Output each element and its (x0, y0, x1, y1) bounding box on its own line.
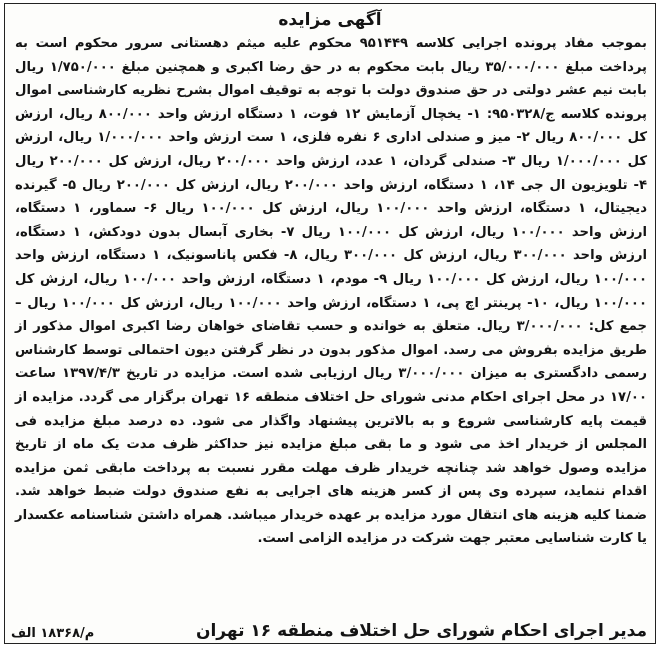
auction-notice (4, 3, 656, 644)
notice-footer (11, 621, 647, 641)
notice-body: بموجب مفاد پرونده اجرایی کلاسه ۹۵۱۴۴۹ محکوم علیه میثم دهستانی سرور محکوم است به پرداخت مبلغ ۳۵/۰۰۰/۰۰۰ ریال بابت محکوم به در حق رضا اکبری و همچنین مبلغ ۱/۷۵۰/۰۰۰ ریال بابت نیم عشر دولتی در حق صندوق دولت با توجه به توقیف اموال بشرح نظریه کارشناسی اموال پرونده کلاسه ج/۹۵۰۳۲۸: ۱- یخچال آزمایش ۱۲ فوت، ۱ دستگاه ارزش واحد ۸۰۰/۰۰۰ ریال، ارزش کل ۸۰۰/۰۰۰ ریال ۲- میز و صندلی اداری ۶ نفره فلزی، ۱ ست ارزش واحد ۱/۰۰۰/۰۰۰ ریال، ارزش کل ۱/۰۰۰/۰۰۰ ریال ۳- صندلی گردان، ۱ عدد، ارزش واحد ۲۰۰/۰۰۰ ریال، ارزش کل ۲۰۰/۰۰۰ ریال ۴- تلویزیون ال جی ۱۴، ۱ دستگاه، ارزش واحد ۲۰۰/۰۰۰ ریال، ارزش کل ۲۰۰/۰۰۰ ریال ۵- گیرنده دیجیتال، ۱ دستگاه، ارزش واحد ۱۰۰/۰۰۰ ریال، ارزش کل ۱۰۰/۰۰۰ ریال ۶- سماور، ۱ دستگاه، ارزش واحد ۱۰۰/۰۰۰ ریال، ارزش کل ۱۰۰/۰۰۰ ریال ۷- بخاری آبسال بدون دودکش، ۱ دستگاه، ارزش واحد ۳۰۰/۰۰۰ ریال، ارزش کل ۳۰۰/۰۰۰ ریال، ۸- فکس پاناسونیک، ۱ دستگاه، ارزش واحد ۱۰۰/۰۰۰ ریال، ارزش کل ۱۰۰/۰۰۰ ریال ۹- مودم، ۱ دستگاه، ارزش واحد ۱۰۰/۰۰۰ ریال، ارزش کل ۱۰۰/۰۰۰ ریال، ۱۰- پرینتر اچ پی، ۱ دستگاه، ارزش واحد ۱۰۰/۰۰۰ ریال، ارزش کل ۱۰۰/۰۰۰ ریال – جمع کل: ۳/۰۰۰/۰۰۰ ریال. متعلق به خوانده و حسب تقاضای خواهان رضا اکبری اموال مذکور از طریق مزایده بفروش می رسد. اموال مذکور بدون در نظر گرفتن دیون احتمالی توسط کارشناس رسمی دادگستری به میزان ۳/۰۰۰/۰۰۰ ریال ارزیابی شده است. مزایده در تاریخ ۱۳۹۷/۴/۳ ساعت ۱۷/۰۰ در محل اجرای احکام مدنی شورای حل اختلاف منطقه ۱۶ تهران برگزار می گردد. مزایده از قیمت پایه کارشناسی شروع و به بالاترین پیشنهاد واگذار می شود. ده درصد مبلغ مزایده فی المجلس از خریدار اخذ می شود و ما بقی مبلغ مزایده نیز حداکثر ظرف مدت یک ماه از تاریخ مزایده وصول خواهد شد چنانچه خریدار ظرف مهلت مقرر نسبت به پرداخت مابقی ثمن مزایده اقدام ننماید، سپرده وی پس از کسر هزینه های اجرایی به نفع صندوق دولت ضبط خواهد شد. ضمنا کلیه هزینه های انتقال مورد مزایده بر عهده خریدار میباشد. همراه داشتن شناسنامه عکسدار یا کارت شناسایی معتبر جهت شرکت در مزایده الزامی است. (15, 36, 648, 547)
signature-line: مدیر اجرای احکام شورای حل اختلاف منطقه ۱۶ تهران (195, 621, 647, 641)
notice-code: م/۱۸۳۶۸ الف (11, 626, 95, 641)
notice-title: آگهی مزایده (278, 10, 382, 30)
